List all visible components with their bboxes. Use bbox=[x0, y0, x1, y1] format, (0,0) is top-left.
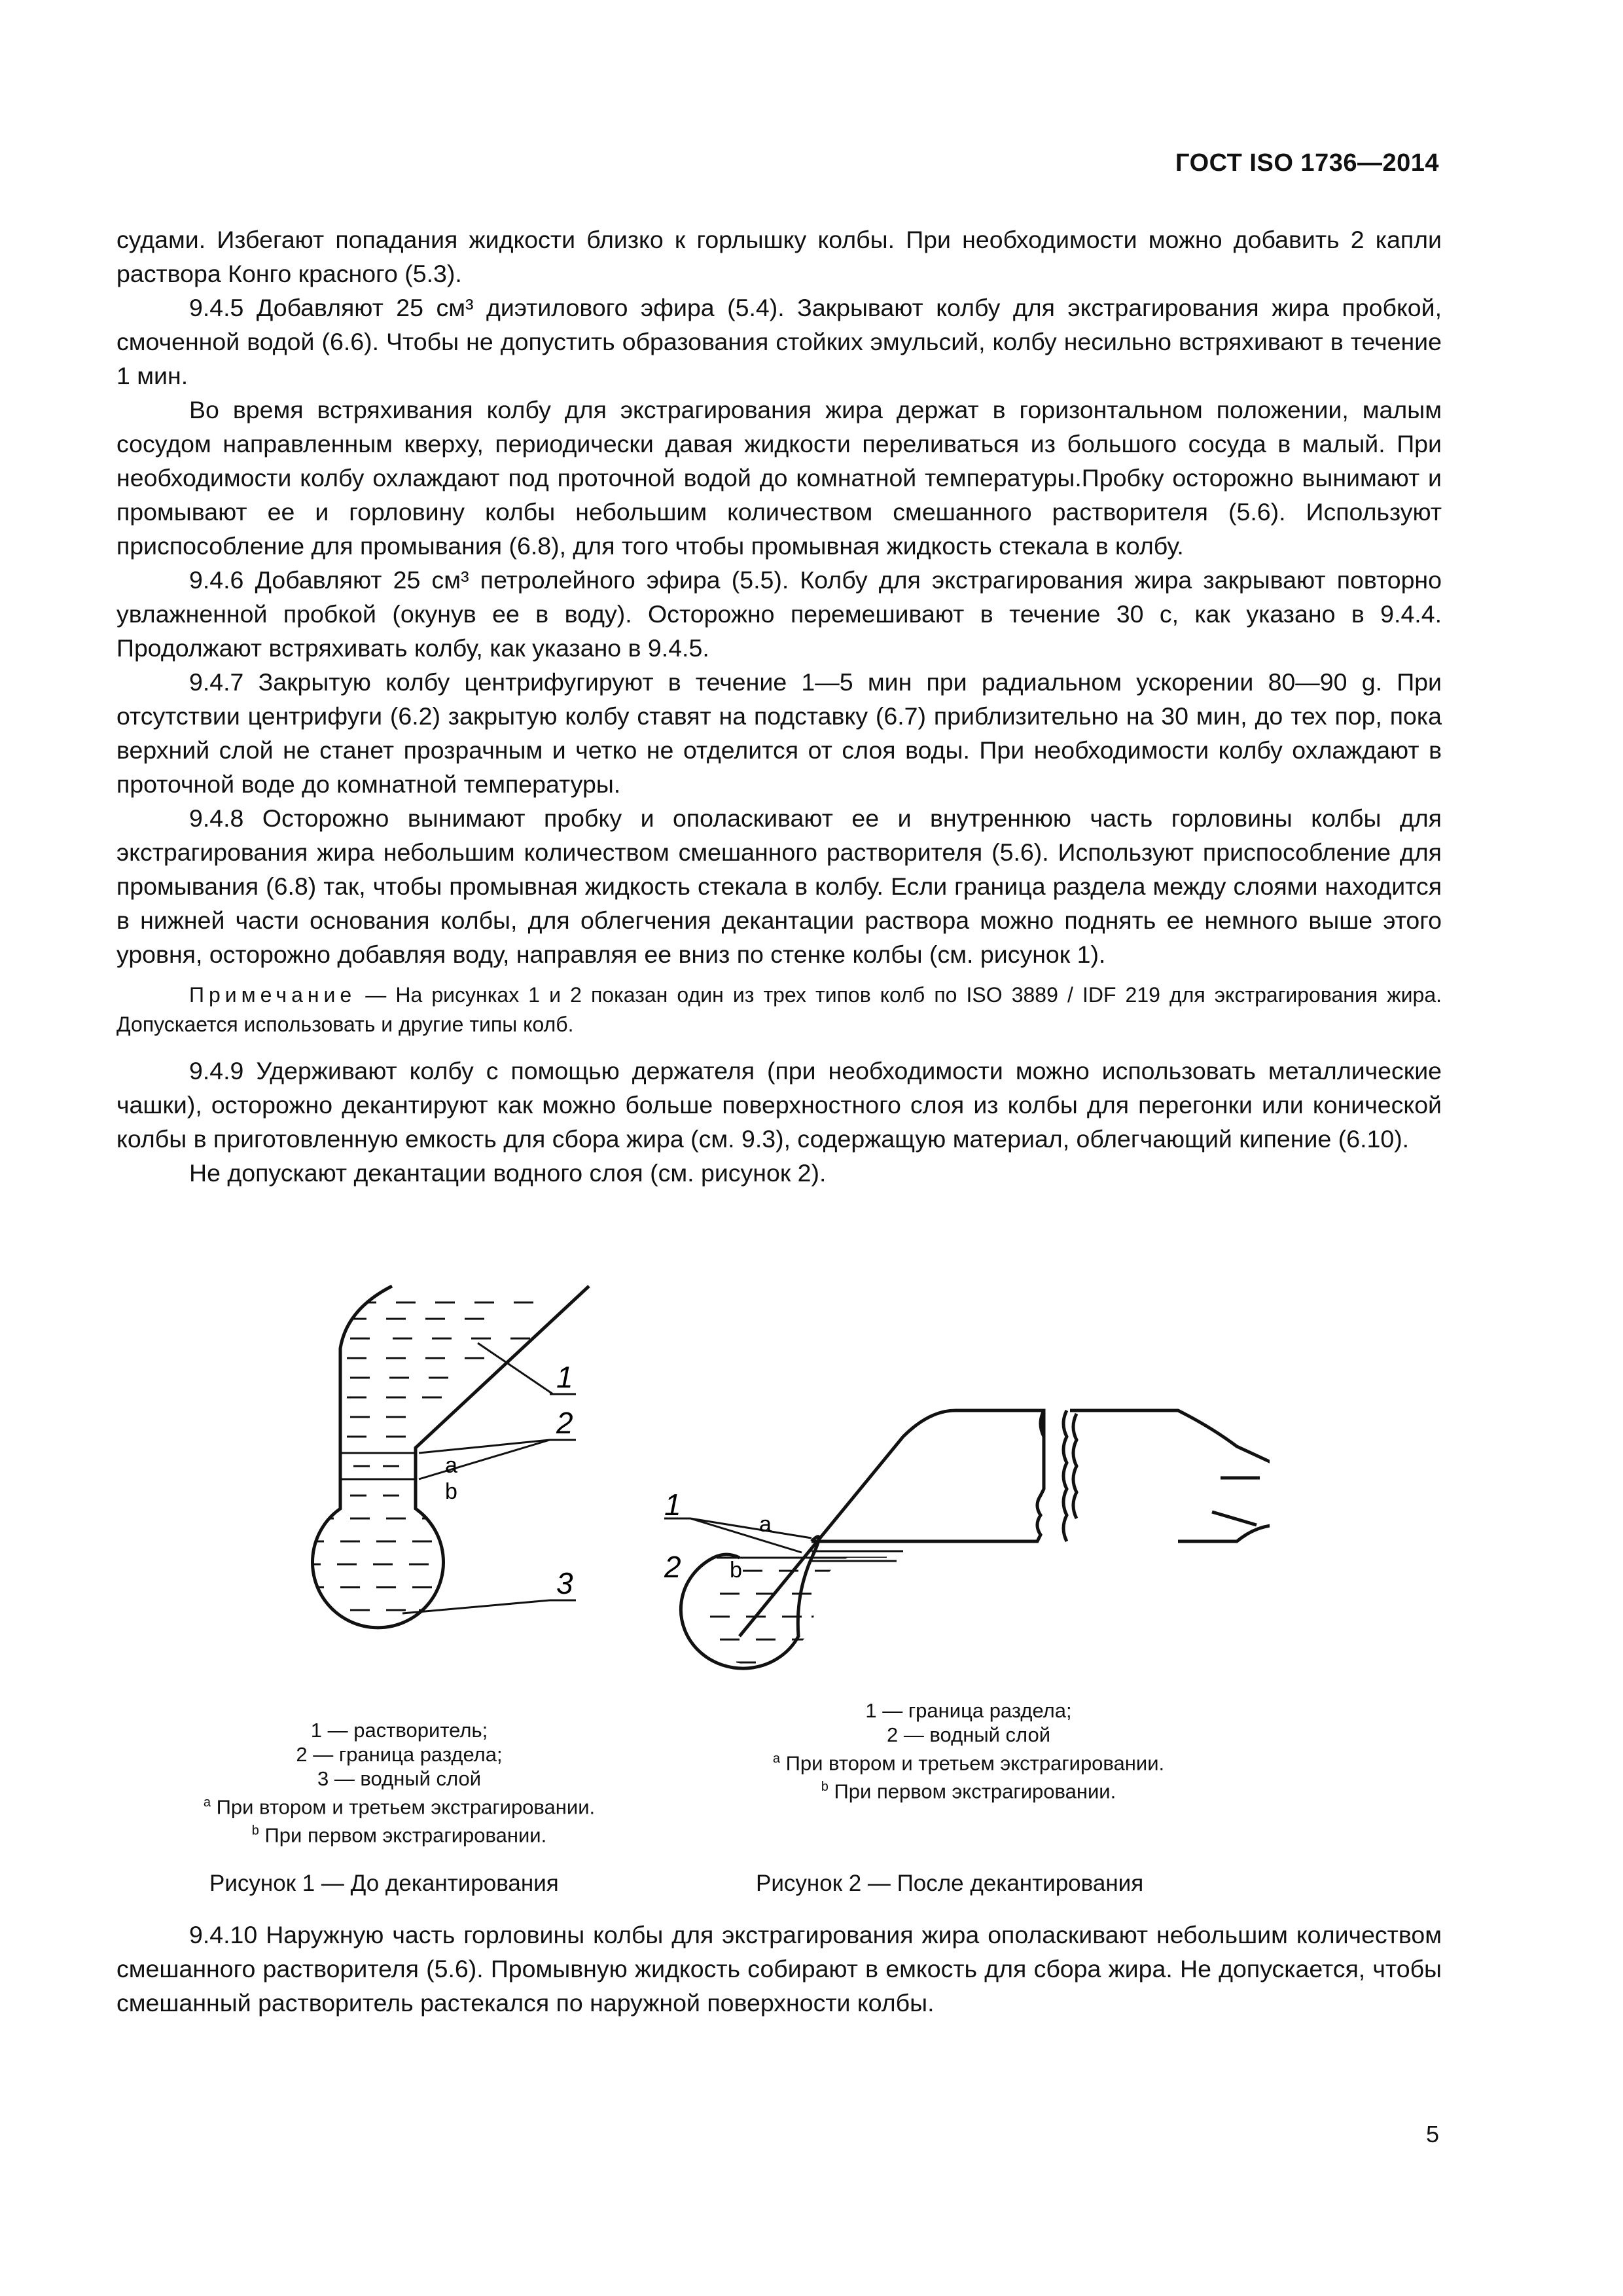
paragraph-9-4-5: 9.4.5 Добавляют 25 см³ диэтилового эфира (5.4). Закрывают колбу для экстрагирования жира пробкой, смоченной водой (6.6). Чтобы не допустить образования стойких эмульсий, колбу несильно встряхивают в течение 1 мин. bbox=[116, 294, 1442, 389]
solvent-dashes bbox=[347, 1302, 533, 1437]
label-2-a: a bbox=[759, 1512, 772, 1537]
label-3: 3 bbox=[556, 1566, 573, 1600]
paragraph: Во время встряхивания колбу для экстрагирования жира держат в горизонтальном положении, малым сосудом направленным кверху, периодически давая жидкости переливаться из большого сосуда в малый. При необходимости колбу охлаждают под проточной водой до комнатной температуры.Пробку осторожно вынимают и промывают ее и горловину колбы небольшим количеством смешанного растворителя (5.6). Используют приспособление для промывания (6.8), для того чтобы промывная жидкость стекала в колбу. bbox=[116, 396, 1442, 560]
document-header: ГОСТ ISO 1736—2014 bbox=[1175, 149, 1439, 177]
figure-2-legend bbox=[726, 1698, 1211, 1804]
label-2-b: b bbox=[730, 1558, 742, 1583]
paragraph-9-4-7: 9.4.7 Закрытую колбу центрифугируют в течение 1—5 мин при радиальном ускорении 80—90 g. При отсутствии центрифуги (6.2) закрытую колбу ставят на подставку (6.7) приблизительно на 30 мин, до тех пор, пока верхний слой не станет прозрачным и четко не отделится от слоя воды. При необходимости колбу охлаждают в проточной воде до комнатной температуры. bbox=[116, 668, 1442, 798]
footnote-b: $^b$ При первом экстрагировании. bbox=[251, 1823, 547, 1847]
paragraph-9-4-9: 9.4.9 Удерживают колбу с помощью держателя (при необходимости можно использовать металлические чашки), осторожно декантируют как можно больше поверхностного слоя из колбы для перегонки или конической колбы в приготовленную емкость для сбора жира (см. 9.3), содержащую материал, облегчающий кипение (6.10). bbox=[116, 1057, 1442, 1153]
label-2-2: 2 bbox=[664, 1550, 681, 1584]
label-2: 2 bbox=[556, 1406, 573, 1440]
figure-2-drawing bbox=[648, 1361, 1270, 1702]
figure-1-legend bbox=[164, 1718, 635, 1848]
paragraph: судами. Избегают попадания жидкости близко к горлышку колбы. При необходимости можно добавить 2 капли раствора Конго красного (5.3). bbox=[116, 226, 1442, 287]
label-b: b bbox=[445, 1479, 457, 1504]
footnote-a: $^a$ При втором и третьем экстрагировании. bbox=[772, 1751, 1165, 1775]
label-a: a bbox=[445, 1453, 457, 1478]
figure-2-caption: Рисунок 2 — После декантирования bbox=[756, 1871, 1144, 1896]
paragraph-9-4-6: 9.4.6 Добавляют 25 см³ петролейного эфира (5.5). Колбу для экстрагирования жира закрывают повторно увлажненной пробкой (окунув ее в воду). Осторожно перемешивают в течение 30 с, как указано в 9.4.4. Продолжают встряхивать колбу, как указано в 9.4.5. bbox=[116, 566, 1442, 662]
body-text-after-figures bbox=[116, 1918, 1442, 2020]
water-dashes bbox=[301, 1466, 465, 1630]
legend-item: 1 — граница раздела; bbox=[865, 1699, 1072, 1722]
leader-1 bbox=[478, 1343, 553, 1394]
figure-1-drawing bbox=[288, 1283, 654, 1715]
label-1: 1 bbox=[556, 1360, 573, 1394]
figure-1-caption: Рисунок 1 — До декантирования bbox=[209, 1871, 559, 1896]
label-2-1: 1 bbox=[664, 1488, 681, 1522]
interface-lines-2 bbox=[812, 1551, 903, 1561]
leader-2-1a bbox=[690, 1518, 812, 1538]
legend-item: 2 — водный слой bbox=[886, 1723, 1051, 1746]
footnote-b: $^b$ При первом экстрагировании. bbox=[821, 1780, 1116, 1803]
leader-2-1b bbox=[690, 1518, 802, 1552]
footnote-a: $^a$ При втором и третьем экстрагировании. bbox=[203, 1795, 596, 1819]
flask-2-outline bbox=[681, 1410, 1270, 1668]
legend-item: 2 — граница раздела; bbox=[296, 1743, 503, 1766]
page-number: 5 bbox=[1425, 2121, 1439, 2147]
paragraph-9-4-8: 9.4.8 Осторожно вынимают пробку и ополаскивают ее и внутреннюю часть горловины колбы для экстрагирования жира небольшим количеством смешанного растворителя (5.6). Используют приспособление для промывания (6.8) так, чтобы промывная жидкость стекала в колбу. Если граница раздела между слоями находится в нижней части основания колбы, для облегчения декантации раствора можно поднять ее немного выше этого уровня, осторожно добавляя воду, направляя ее вниз по стенке колбы (см. рисунок 1). bbox=[116, 804, 1442, 968]
paragraph-9-4-10: 9.4.10 Наружную часть горловины колбы для экстрагирования жира ополаскивают небольшим количеством смешанного растворителя (5.6). Промывную жидкость собирают в емкость для сбора жира. Не допускается, чтобы смешанный растворитель растекался по наружной поверхности колбы. bbox=[116, 1921, 1442, 2017]
note-label: Примечание bbox=[189, 983, 357, 1007]
note bbox=[116, 980, 1442, 1039]
legend-item: 3 — водный слой bbox=[317, 1767, 482, 1790]
body-text bbox=[116, 223, 1442, 1190]
water-dashes-2 bbox=[710, 1571, 834, 1662]
legend-item: 1 — растворитель; bbox=[310, 1719, 488, 1742]
paragraph: Не допускают декантации водного слоя (см. рисунок 2). bbox=[189, 1159, 827, 1187]
note-text: — На рисунках 1 и 2 показан один из трех типов колб по ISO 3889 / IDF 219 для экстрагирования жира. Допускается использовать и другие типы колб. bbox=[116, 983, 1442, 1036]
